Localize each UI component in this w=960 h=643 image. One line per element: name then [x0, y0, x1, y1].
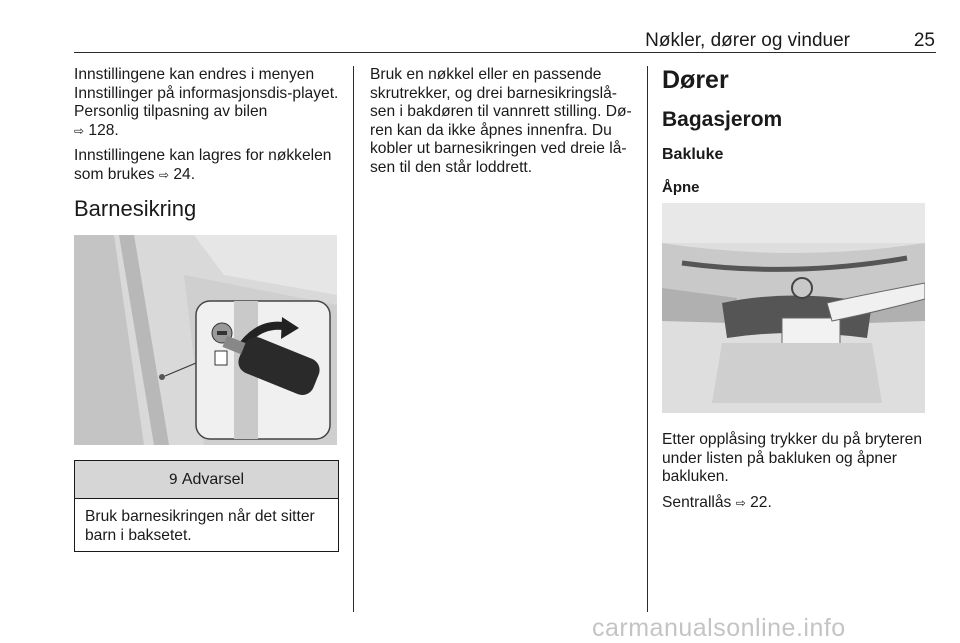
- page-reference[interactable]: 128.: [88, 121, 119, 139]
- central-lock-paragraph: Sentrallås ⇨ 22.: [662, 493, 772, 511]
- section-heading-barnesikring: Barnesikring: [74, 196, 197, 221]
- page-number: 25: [913, 30, 935, 51]
- page-reference-arrow-icon: ⇨: [74, 123, 85, 138]
- right-column-lower: [662, 431, 937, 519]
- warning-box: [74, 460, 339, 552]
- warning-text: Bruk barnesikringen når det sitter barn i baksetet.: [85, 508, 315, 544]
- warning-triangle-icon: 9: [168, 471, 178, 488]
- warning-title: Advarsel: [181, 470, 245, 488]
- page-reference[interactable]: 22.: [750, 493, 772, 511]
- settings-paragraph: Innstillingene kan endres i menyen Innstillinger på informasjonsdis-playet. Personlig tilpasning av bilen ⇨ 128.: [74, 66, 339, 139]
- tailgate-illustration: [662, 203, 925, 413]
- header-title: Nøkler, dører og vinduer: [645, 30, 850, 51]
- header-divider: [74, 52, 936, 53]
- column-divider-right: [647, 66, 648, 612]
- watermark[interactable]: carmanualsonline.info: [592, 614, 846, 642]
- page-reference[interactable]: 24.: [173, 165, 196, 183]
- key-settings-paragraph: Innstillingene kan lagres for nøkkelen som brukes ⇨ 24.: [74, 147, 332, 183]
- section-heading-apne: Åpne: [662, 178, 700, 196]
- right-column: [662, 66, 937, 197]
- child-lock-paragraph: Bruk en nøkkel eller en passende skrutrekker, og drei barnesikringslå-sen i bakdøren til vannrett stilling. Dø-ren kan da ikke åpnes innenfra. Du kobler ut barnesikringen ved dreie lå-sen til den står loddrett.: [370, 66, 632, 176]
- child-lock-illustration: [74, 235, 337, 445]
- page-reference-arrow-icon: ⇨: [735, 495, 746, 510]
- warning-header: [75, 461, 338, 499]
- column-divider-left: [353, 66, 354, 612]
- page-reference-arrow-icon: ⇨: [158, 167, 170, 182]
- section-heading-bagasjerom: Bagasjerom: [662, 108, 783, 131]
- tailgate-open-paragraph: Etter opplåsing trykker du på bryteren under listen på bakluken og åpner bakluken.: [662, 431, 923, 485]
- section-heading-bakluke: Bakluke: [662, 146, 724, 163]
- section-heading-dorer: Dører: [662, 66, 729, 94]
- left-column: [74, 66, 344, 219]
- middle-column: [370, 66, 635, 184]
